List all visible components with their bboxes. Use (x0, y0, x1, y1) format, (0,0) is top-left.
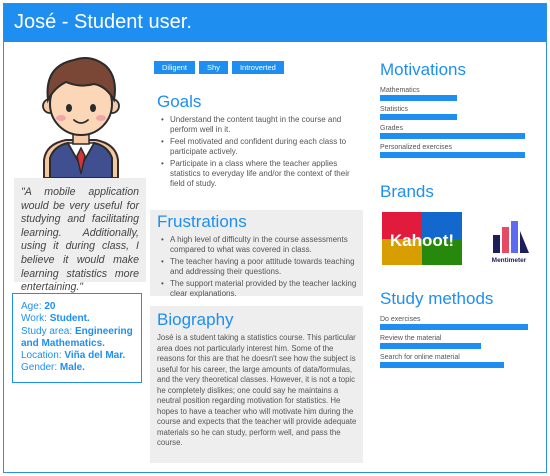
work-label: Work: (21, 313, 47, 325)
motivations-heading: Motivations (380, 60, 466, 79)
kahoot-logo (382, 212, 462, 265)
bar-fill (380, 133, 525, 139)
page-title: José - Student user. (4, 4, 546, 42)
study-area-value: Engineering and Mathematics. (21, 325, 133, 349)
study-method-item (380, 334, 528, 349)
bar-track (380, 152, 528, 158)
work-value: Student. (49, 313, 90, 325)
motivation-item (380, 124, 528, 139)
gender-label: Gender: (21, 362, 58, 374)
frustrations-list (161, 235, 361, 300)
bar-label: Review the material (380, 335, 442, 342)
kahoot-logo-text: Kahoot! (389, 231, 455, 250)
bar-track (380, 324, 528, 330)
bar-label: Do exercises (380, 316, 421, 323)
biography-heading: Biography (157, 310, 234, 329)
bar-label: Grades (380, 125, 403, 132)
location-label: Location: (21, 350, 62, 362)
age-value: 20 (44, 301, 56, 312)
personality-tags (154, 61, 284, 74)
list-item: • Participate in a class where the teacher applies statistics to everyday life and/or the context of their field of study. (161, 159, 361, 190)
list-item: • The teacher having a poor attitude towards teaching and addressing their questions. (161, 257, 361, 278)
list-item: • Feel motivated and confident during each class to participate actively. (161, 137, 361, 158)
list-item: • A high level of difficulty in the course assessments compared to what was covered in class. (161, 235, 361, 256)
list-item: • The support material provided by the teacher lacking clear explanations. (161, 279, 361, 300)
bar-track (380, 114, 528, 120)
bar-track (380, 133, 528, 139)
biography-text: José is a student taking a statistics course. This particular area does not particularly interest him. Some of the reasons for this are that he doesn't see how the subject is useful for his career, the large amounts of data/formulas, and the very theoretical classes. However, it is not a topic he completely dislikes; one could say he maintains a neutral position regarding motivation for statistics. He hopes to have a teacher who will motivate him during the course and expects that the teacher will provide adequate materials so he can study, perform well, and pass the course. (157, 333, 357, 447)
bar-label: Statistics (380, 106, 409, 113)
tag-introverted: Introverted (232, 61, 284, 74)
brands-heading: Brands (380, 182, 434, 201)
bar-fill (380, 114, 457, 120)
student-avatar-icon (36, 48, 126, 178)
list-item: • Understand the content taught in the course and perform well in it. (161, 115, 361, 136)
motivation-item (380, 105, 528, 120)
study-methods-heading: Study methods (380, 289, 494, 308)
bar-track (380, 362, 528, 368)
study-method-item (380, 315, 528, 330)
persona-info (12, 293, 142, 383)
motivation-item (380, 86, 528, 101)
bar-label: Search for online material (380, 354, 460, 361)
motivation-item (380, 143, 528, 158)
tag-shy: Shy (199, 61, 228, 74)
bar-fill (380, 152, 525, 158)
bar-fill (380, 95, 457, 101)
study-method-item (380, 353, 528, 368)
study-methods-bars (380, 315, 528, 372)
gender-value: Male. (59, 362, 85, 374)
location-value: Viña del Mar. (64, 350, 126, 362)
motivations-bars (380, 86, 528, 162)
age-label: Age: (21, 301, 42, 312)
mentimeter-logo-text: Mentimeter (491, 257, 527, 264)
bar-fill (380, 343, 481, 349)
goals-list (161, 115, 361, 191)
goals-heading: Goals (157, 92, 202, 111)
frustrations-heading: Frustrations (157, 212, 247, 231)
bar-label: Personalized exercises (380, 144, 452, 151)
bar-track (380, 95, 528, 101)
persona-quote: "A mobile application would be very useful for studying and facilitating learning. Additionally, using it during class, I believe it would make learning statistics more entertaining." (14, 178, 146, 282)
bar-label: Mathematics (380, 87, 420, 94)
bar-track (380, 343, 528, 349)
bar-fill (380, 362, 504, 368)
tag-diligent: Diligent (154, 61, 195, 74)
bar-fill (380, 324, 528, 330)
mentimeter-logo (487, 217, 531, 265)
study-area-label: Study area: (21, 325, 73, 337)
